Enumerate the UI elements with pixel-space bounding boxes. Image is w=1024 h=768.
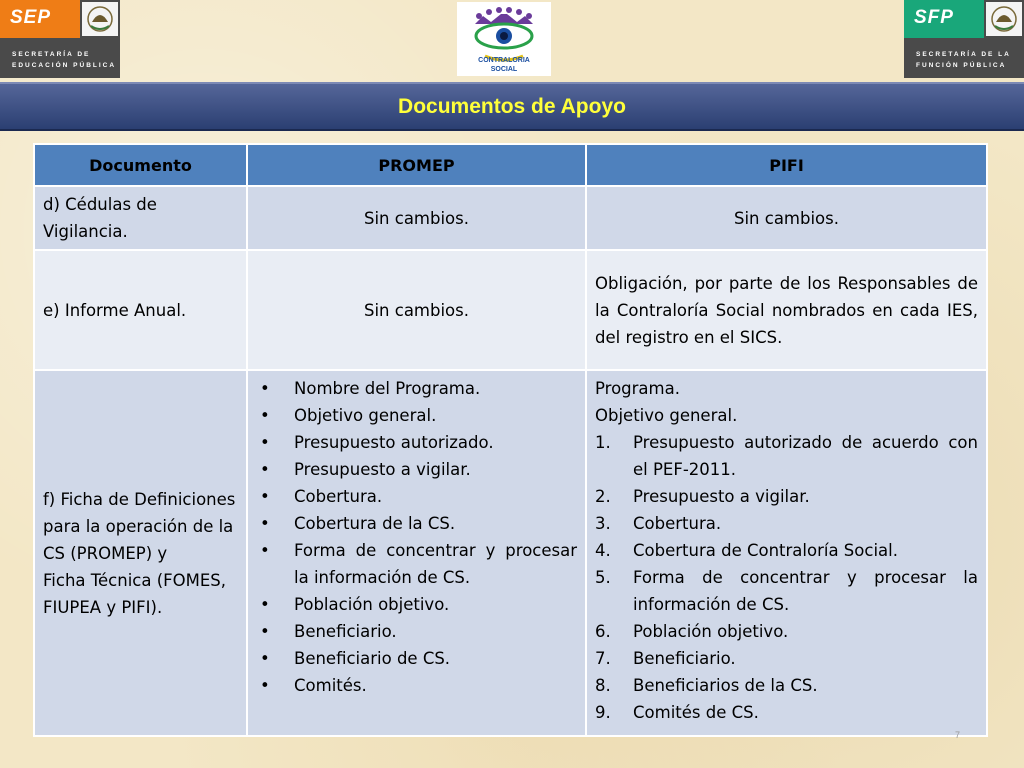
cell-pifi: Obligación, por parte de los Responsables de la Contraloría Social nombrados en cada IES, del registro en el SICS. <box>586 250 987 370</box>
cell-promep: Sin cambios. <box>247 250 586 370</box>
svg-text:CONTRALORIA: CONTRALORIA <box>478 57 530 64</box>
list-item: • Forma de concentrar y procesar la información de CS. <box>256 537 577 591</box>
list-item: • Comités. <box>256 672 577 699</box>
list-item: • Cobertura. <box>256 483 577 510</box>
list-item: 3. Cobertura. <box>595 514 722 533</box>
sep-logo-text: SECRETARÍA DE EDUCACIÓN PÚBLICA <box>12 51 117 69</box>
list-item: • Beneficiario. <box>256 618 577 645</box>
header-pifi: PIFI <box>586 144 987 186</box>
table-row <box>34 186 987 250</box>
cell-documento: e) Informe Anual. <box>34 250 247 370</box>
list-item: 6. Población objetivo. <box>595 622 789 641</box>
sfp-badge: SFP <box>904 0 984 38</box>
list-item: 7. Beneficiario. <box>595 649 736 668</box>
list-item: • Cobertura de la CS. <box>256 510 577 537</box>
page-number: 7 <box>955 730 961 740</box>
list-item: 8. Beneficiarios de la CS. <box>595 676 818 695</box>
list-item: 9. Comités de CS. <box>595 703 759 722</box>
list-item: • Beneficiario de CS. <box>256 645 577 672</box>
list-item: 4. Cobertura de Contraloría Social. <box>595 541 898 560</box>
mexico-crest-icon <box>986 2 1022 36</box>
cell-promep <box>247 370 586 736</box>
cell-documento: f) Ficha de Definiciones para la operación de la CS (PROMEP) y Ficha Técnica (FOMES, FIUPEA y PIFI). <box>34 370 247 736</box>
cell-pifi: Sin cambios. <box>586 186 987 250</box>
list-item: • Población objetivo. <box>256 591 577 618</box>
cell-promep: Sin cambios. <box>247 186 586 250</box>
eye-people-icon <box>457 2 551 76</box>
table-header-row <box>34 144 987 186</box>
mexico-crest-icon <box>82 2 118 36</box>
title-bar <box>0 82 1024 131</box>
list-item: • Presupuesto autorizado. <box>256 429 577 456</box>
list-item: • Objetivo general. <box>256 402 577 429</box>
header-promep: PROMEP <box>247 144 586 186</box>
sfp-logo <box>904 0 1024 78</box>
list-item: 5. Forma de concentrar y procesar la información de CS. <box>595 568 978 614</box>
pifi-numbered-list <box>595 429 978 726</box>
cell-documento: d) Cédulas de Vigilancia. <box>34 186 247 250</box>
table-row <box>34 250 987 370</box>
list-item: 1. Presupuesto autorizado de acuerdo con el PEF-2011. <box>595 433 978 479</box>
list-item: 2. Presupuesto a vigilar. <box>595 487 810 506</box>
list-item: • Nombre del Programa. <box>256 375 577 402</box>
promep-bullet-list <box>256 375 577 699</box>
sep-logo <box>0 0 120 78</box>
list-item: • Presupuesto a vigilar. <box>256 456 577 483</box>
sfp-logo-text: SECRETARÍA DE LA FUNCIÓN PÚBLICA <box>916 51 1011 69</box>
table-row <box>34 370 987 736</box>
contraloria-social-logo <box>457 2 551 76</box>
page-title: Documentos de Apoyo <box>398 95 626 118</box>
header-documento: Documento <box>34 144 247 186</box>
cell-pifi: Programa. Objetivo general. 1. Presupuesto autorizado de acuerdo con el PEF-2011. 2. Presupuesto a vigilar. 3. Cobertura. 4. Cobertura de Contraloría Social. 5. Forma de concentrar y procesar la información de CS. 6. Población objetivo. 7. Beneficiario. 8. Beneficiarios de la CS. 9. Comités de CS. <box>586 370 987 736</box>
sep-badge: SEP <box>0 0 80 38</box>
svg-text:SOCIAL: SOCIAL <box>490 66 518 73</box>
support-documents-table <box>33 143 988 737</box>
